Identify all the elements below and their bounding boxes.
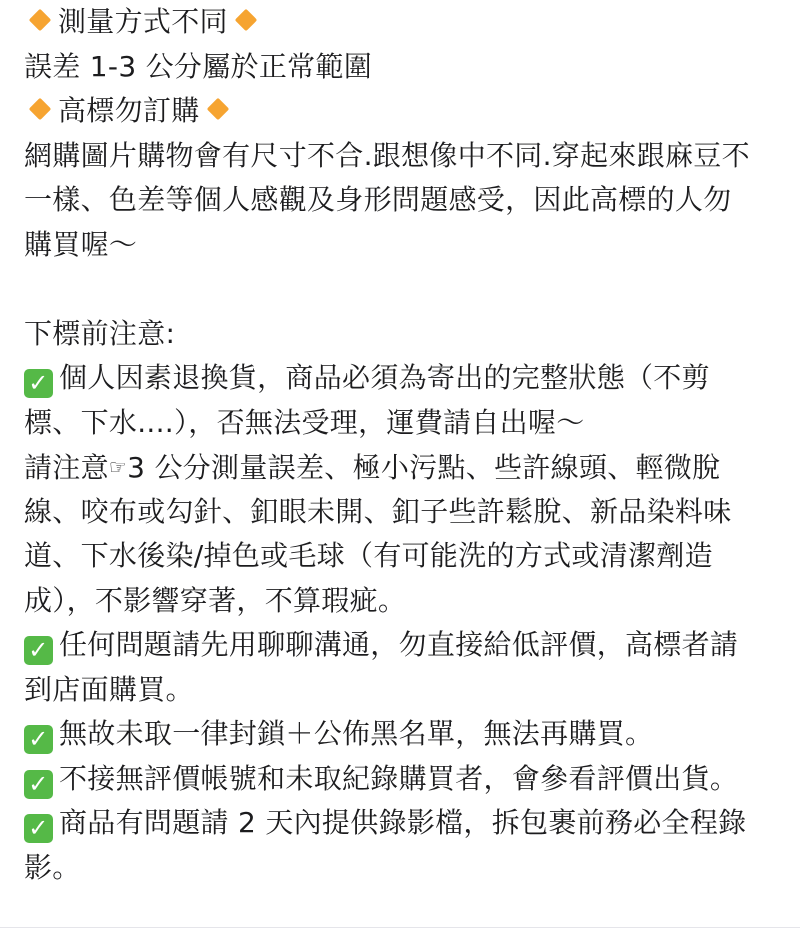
text-line: 網購圖片購物會有尺寸不合.跟想像中不同.穿起來跟麻豆不 [24,138,750,172]
checklist-item-label: 商品有問題請 2 天內提供錄影檔，拆包裹前務必全程錄 [59,806,747,839]
text-line: 成），不影響穿著，不算瑕疵。 [24,583,407,617]
checklist-item-chat [24,623,784,668]
check-mark-icon: ✓ [24,770,53,799]
notice-line [24,445,784,490]
pointing-hand-icon: ☞ [108,455,128,479]
text-line: 線、咬布或勾針、釦眼未開、釦子些許鬆脫、新品染料味 [24,494,732,528]
checklist-item-blacklist [24,712,784,757]
notice-text: 3 公分測量誤差、極小污點、些許線頭、輕微脫 [127,451,721,484]
text-line: 影。 [24,850,81,884]
text-line: 一樣、色差等個人感觀及身形問題感受，因此高標的人勿 [24,183,732,216]
section-heading: 下標前注意: [24,316,176,350]
heading-measurement-label: 測量方式不同 [58,5,228,38]
checklist-item-no-rating [24,757,784,802]
text-line: 購買喔～ [24,227,138,261]
checklist-item-label: 無故未取一律封鎖＋公佈黑名單，無法再購買。 [59,717,654,750]
check-mark-icon: ✓ [24,369,53,398]
notice-label: 請注意 [24,451,109,484]
checklist-item-label: 個人因素退換貨，商品必須為寄出的完整狀態（不剪 [59,361,710,394]
text-line: 到店面購買。 [24,672,194,706]
checklist-item-label: 不接無評價帳號和未取紀錄購買者，會參看評價出貨。 [59,761,739,795]
text-line: 道、下水後染/掉色或毛球（有可能洗的方式或清潔劑造 [24,539,713,572]
checklist-item-video [24,801,784,846]
checklist-item-returns [24,356,784,401]
text-line: 標、下水....），否無法受理，運費請自出喔～ [24,405,585,439]
text-line: 誤差 1-3 公分屬於正常範圍 [24,49,373,83]
check-mark-icon: ✓ [24,814,53,843]
orange-diamond-icon [29,98,52,121]
check-mark-icon: ✓ [24,725,53,754]
orange-diamond-icon [206,98,229,121]
checklist-item-label: 任何問題請先用聊聊溝通，勿直接給低評價，高標者請 [59,628,739,661]
orange-diamond-icon [234,9,257,32]
heading-tall-buyers [24,89,784,134]
heading-measurement [24,0,784,45]
blank-line [24,267,784,312]
check-mark-icon: ✓ [24,636,53,665]
heading-tall-buyers-label: 高標勿訂購 [58,94,200,127]
listing-notice-text [24,0,784,890]
orange-diamond-icon [29,9,52,32]
